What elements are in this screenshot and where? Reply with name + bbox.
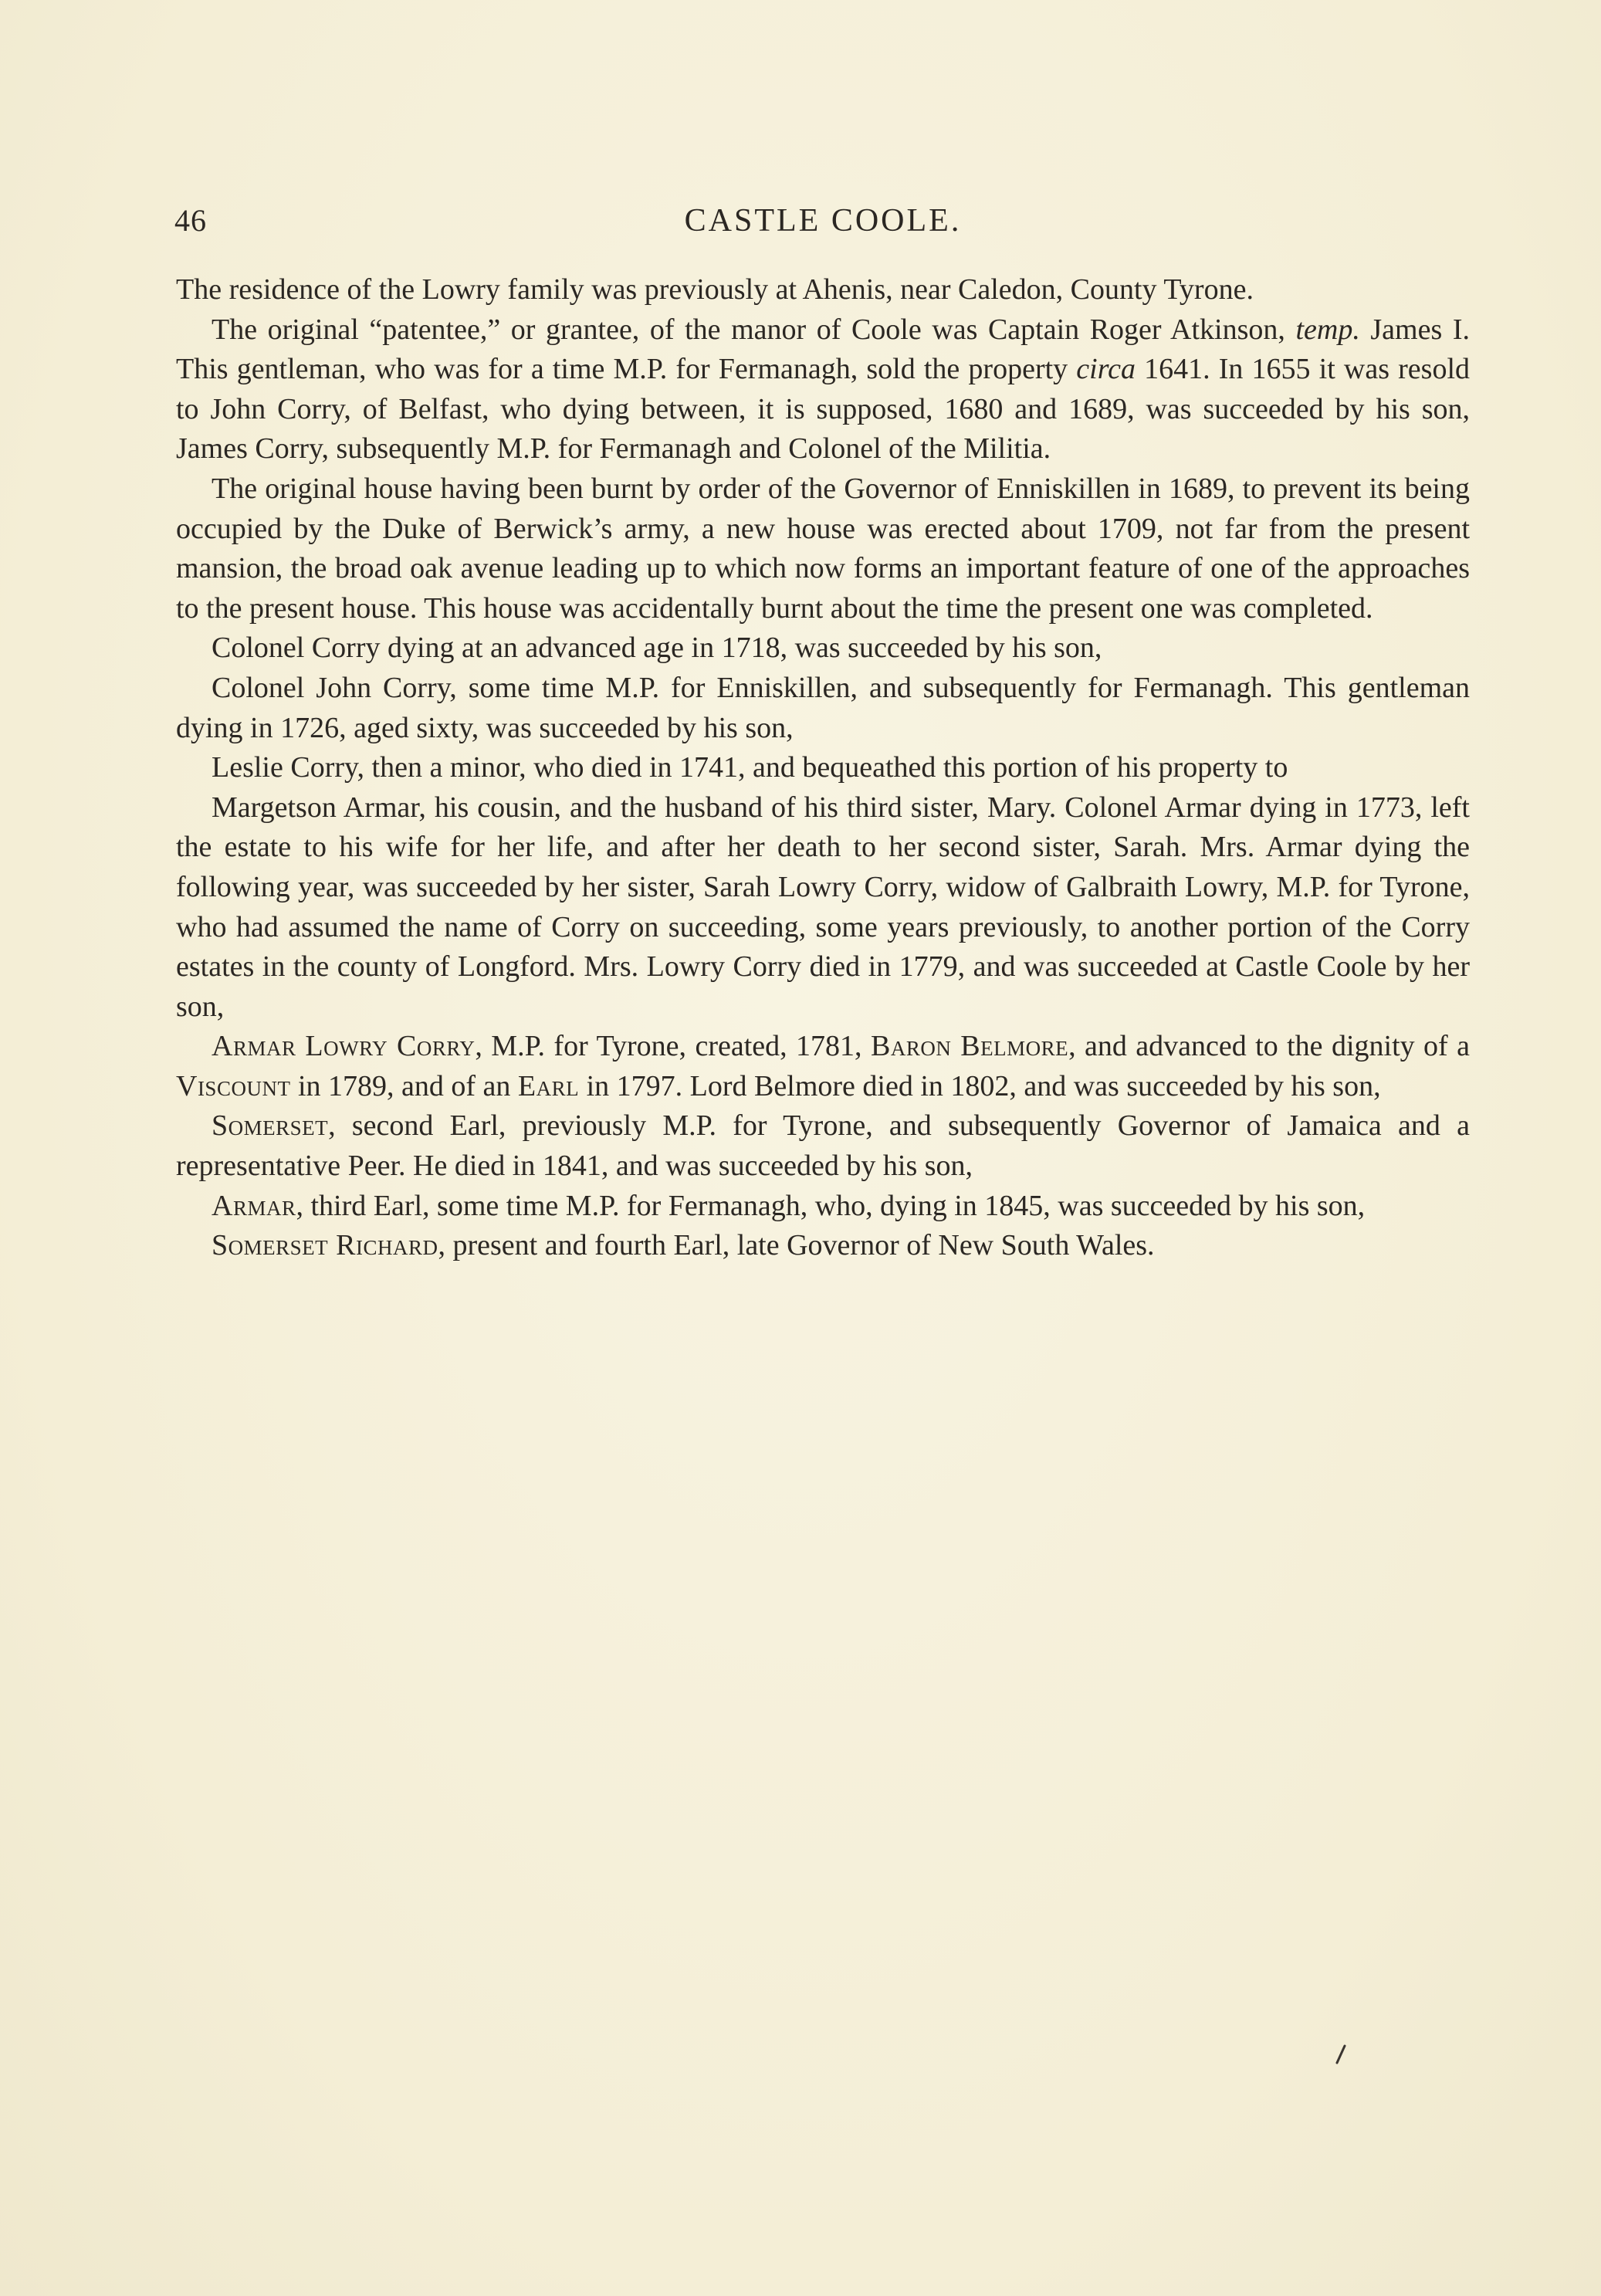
pencil-mark — [1334, 2043, 1349, 2066]
small-caps-name: Somerset — [212, 1109, 329, 1143]
paragraph-text: in 1789, and of an — [290, 1069, 518, 1102]
paragraph-text: James I. This gentleman, who was for a time M.P. for Fermanagh, sold the property — [176, 313, 1470, 386]
small-caps-title: Baron Belmore — [870, 1030, 1069, 1063]
running-title: CASTLE COOLE. — [684, 203, 962, 239]
paragraph-text: in 1797. Lord Belmore died in 1802, and was succeeded by his son, — [579, 1069, 1381, 1102]
paragraph-somerset-richard — [176, 1226, 1470, 1266]
paragraph-text: , M.P. for Tyrone, created, 1781, — [475, 1030, 871, 1063]
paragraph-text: , second Earl, previously M.P. for Tyrone, and subsequently Governor of Jamaica and a representative Peer. He died in 1841, and was succeeded by his son, — [176, 1109, 1470, 1183]
paragraph-patentee — [176, 310, 1470, 469]
paragraph-original-house: The original house having been burnt by order of the Governor of Enniskillen in 1689, to prevent its being occupied by the Duke of Berwick’s army, a new house was erected about 1709, not far from the present mansion, the broad oak avenue leading up to which now forms an important feature of one of the approaches to the present house. This house was accidentally burnt about the time the present one was completed. — [176, 472, 1470, 625]
paragraph-text: 1641. In 1655 it was resold to John Corry, of Belfast, who dying between, it is supposed, 1680 and 1689, was succeeded by his son, James Corry, subsequently M.P. for Fermanagh and Colonel of the Militia. — [176, 353, 1471, 466]
italic-term-circa: circa — [1076, 353, 1136, 386]
paragraph-colonel-corry: Colonel Corry dying at an advanced age in 1718, was succeeded by his son, — [212, 632, 1102, 665]
page-number: 46 — [174, 203, 207, 238]
paragraph-armar-lowry-corry — [176, 1027, 1470, 1106]
paragraph-text: , present and fourth Earl, late Governor of New South Wales. — [438, 1229, 1155, 1262]
paragraph-margetson-armar: Margetson Armar, his cousin, and the husband of his third sister, Mary. Colonel Armar dying in 1773, left the estate to his wife for her life, and after her death to her second sister, Sarah. Mrs. Armar dying the following year, was succeeded by her sister, Sarah Lowry Corry, widow of Galbraith Lowry, M.P. for Tyrone, who had assumed the name of Corry on succeeding, some years previously, to another portion of the Corry estates in the county of Longford. Mrs. Lowry Corry died in 1779, and was succeeded at Castle Coole by her son, — [176, 791, 1470, 1023]
paragraph-somerset — [176, 1106, 1470, 1186]
paragraph-armar-third-earl — [176, 1187, 1470, 1227]
small-caps-title: Viscount — [176, 1069, 291, 1102]
paragraph-residence: The residence of the Lowry family was previously at Ahenis, near Caledon, County Tyrone. — [176, 273, 1254, 306]
paragraph-text: The original “patentee,” or grantee, of the manor of Coole was Captain Roger Atkinson, — [212, 313, 1296, 346]
paragraph-text: , third Earl, some time M.P. for Fermanagh, who, dying in 1845, was succeeded by his son, — [296, 1189, 1366, 1222]
paragraph-colonel-john-corry: Colonel John Corry, some time M.P. for Enniskillen, and subsequently for Fermanagh. This gentleman dying in 1726, aged sixty, was succeeded by his son, — [176, 671, 1470, 744]
body-text — [176, 270, 1470, 1266]
small-caps-name: Armar — [212, 1189, 296, 1222]
paragraph-leslie-corry: Leslie Corry, then a minor, who died in 1741, and bequeathed this portion of his property to — [212, 751, 1288, 784]
small-caps-name: Armar Lowry Corry — [212, 1030, 476, 1063]
small-caps-name: Somerset Richard — [212, 1229, 438, 1262]
small-caps-title: Earl — [517, 1069, 580, 1102]
paragraph-text: , and advanced to the dignity of a — [1068, 1030, 1470, 1063]
italic-term-temp: temp. — [1295, 313, 1360, 346]
page-header — [174, 202, 1471, 249]
